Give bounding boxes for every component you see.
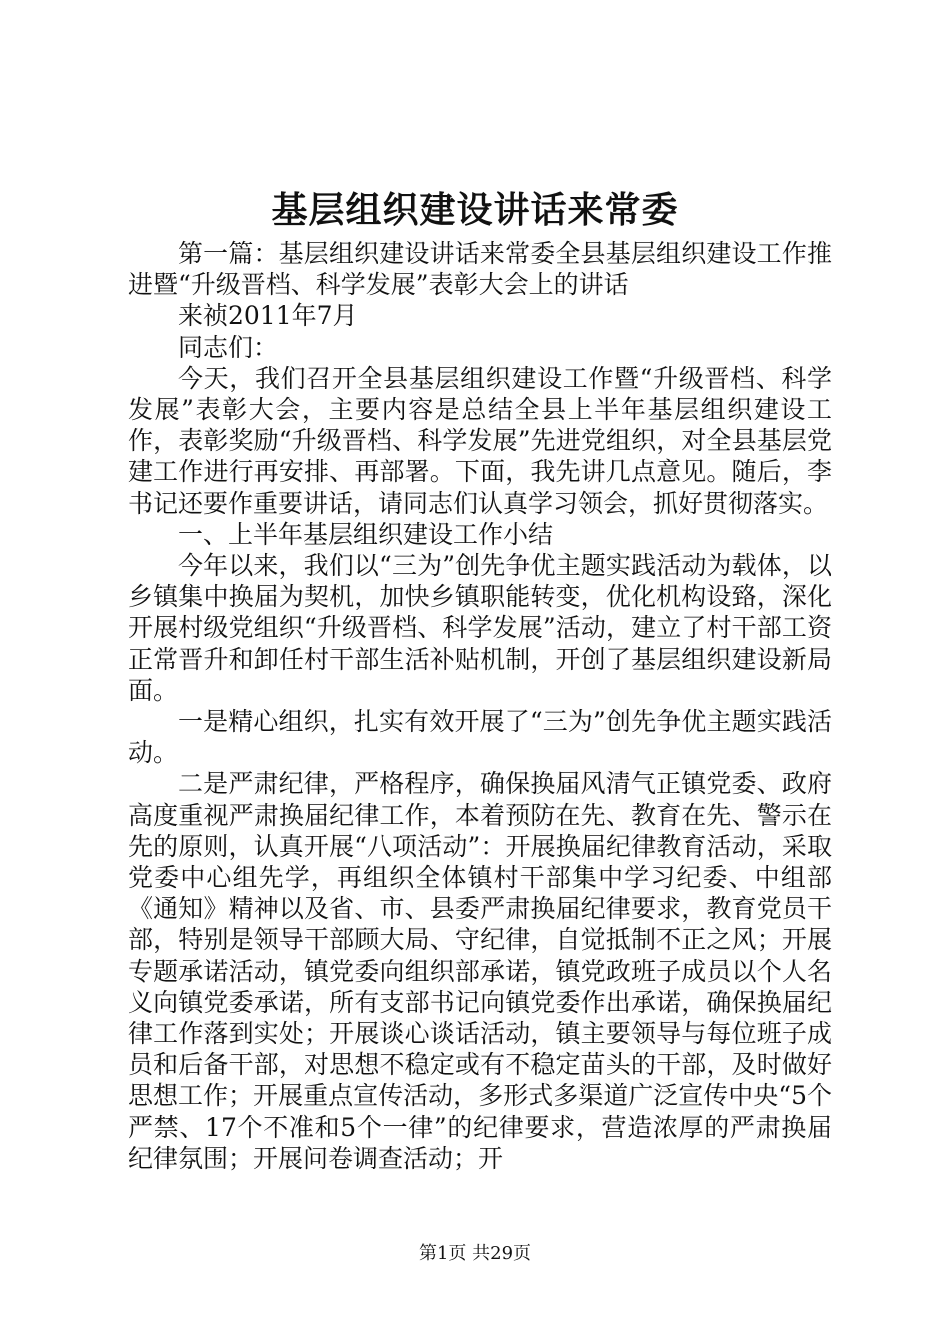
page-footer: 第1页 共29页 bbox=[418, 1243, 532, 1264]
paragraph-point-one: 一是精心组织，扎实有效开展了“三为”创先争优主题实践活动。 bbox=[128, 707, 832, 768]
document-title: 基层组织建设讲话来常委 bbox=[271, 189, 679, 231]
paragraph-heading: 第一篇：基层组织建设讲话来常委全县基层组织建设工作推进暨“升级晋档、科学发展”表彰大会上的讲话 bbox=[128, 239, 832, 300]
document-body bbox=[128, 238, 832, 1174]
paragraph-author-date: 来祯2011年7月 bbox=[178, 301, 358, 331]
paragraph-intro: 今天，我们召开全县基层组织建设工作暨“升级晋档、科学发展”表彰大会，主要内容是总结全县上半年基层组织建设工作，表彰奖励“升级晋档、科学发展”先进党组织，对全县基层党建工作进行再安排、再部署。下面，我先讲几点意见。随后，李书记还要作重要讲话，请同志们认真学习领会，抓好贯彻落实。 bbox=[128, 363, 832, 518]
paragraph-salutation: 同志们： bbox=[178, 332, 279, 362]
section-heading-summary: 一、上半年基层组织建设工作小结 bbox=[178, 519, 554, 549]
paragraph-point-two: 二是严肃纪律，严格程序，确保换届风清气正镇党委、政府高度重视严肃换届纪律工作，本着预防在先、教育在先、警示在先的原则，认真开展“八项活动”：开展换届纪律教育活动，采取党委中心组先学，再组织全体镇村干部集中学习纪委、中组部《通知》精神以及省、市、县委严肃换届纪律要求，教育党员干部，特别是领导干部顾大局、守纪律，自觉抵制不正之风；开展专题承诺活动，镇党委向组织部承诺，镇党政班子成员以个人名义向镇党委承诺，所有支部书记向镇党委作出承诺，确保换届纪律工作落到实处；开展谈心谈话活动，镇主要领导与每位班子成员和后备干部，对思想不稳定或有不稳定苗头的干部，及时做好思想工作；开展重点宣传活动，多形式多渠道广泛宣传中央“5个严禁、17个不准和5个一律”的纪律要求，营造浓厚的严肃换届纪律氛围；开展问卷调查活动；开 bbox=[128, 769, 832, 1173]
paragraph-summary: 今年以来，我们以“三为”创先争优主题实践活动为载体，以乡镇集中换届为契机，加快乡镇职能转变，优化机构设臵，深化开展村级党组织“升级晋档、科学发展”活动，建立了村干部工资正常晋升和卸任村干部生活补贴机制，开创了基层组织建设新局面。 bbox=[128, 551, 832, 705]
